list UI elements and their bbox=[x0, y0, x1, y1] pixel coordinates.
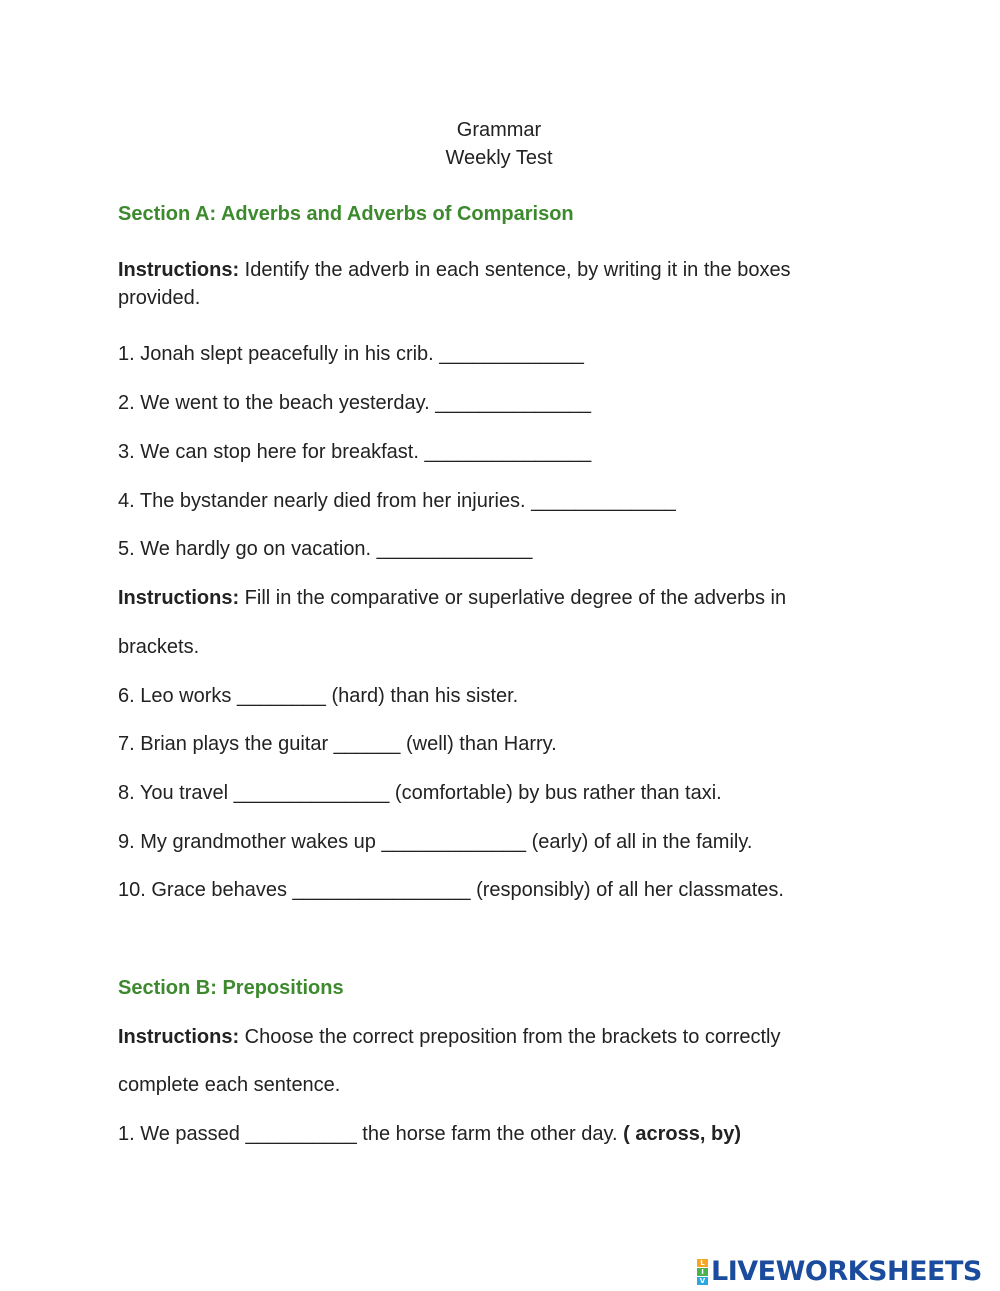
logo-mark-letter: L bbox=[697, 1259, 708, 1267]
question-text: 1. We passed __________ the horse farm the other day. bbox=[118, 1123, 624, 1145]
instructions-text: Fill in the comparative or superlative degree of the adverbs in bbox=[239, 587, 787, 609]
logo-mark-letter: V bbox=[697, 1277, 708, 1285]
question-item: 1. Jonah slept peacefully in his crib. _____________ bbox=[118, 343, 584, 365]
logo-text: LIVEWORKSHEETS bbox=[711, 1256, 982, 1287]
section-b-instructions bbox=[118, 1025, 780, 1049]
instructions-label: Instructions: bbox=[118, 587, 240, 609]
instructions-continuation: brackets. bbox=[118, 636, 200, 658]
question-item: 9. My grandmother wakes up _____________ (early) of all in the family. bbox=[118, 831, 753, 853]
logo-mark-icon bbox=[697, 1259, 708, 1285]
section-a-instructions-1 bbox=[118, 256, 848, 312]
instructions-label: Instructions: bbox=[118, 1026, 240, 1048]
instructions-label: Instructions: bbox=[118, 259, 240, 281]
question-item: 10. Grace behaves ________________ (responsibly) of all her classmates. bbox=[118, 879, 784, 901]
section-a-heading: Section A: Adverbs and Adverbs of Comparison bbox=[118, 203, 574, 225]
instructions-continuation: complete each sentence. bbox=[118, 1074, 341, 1096]
question-options: ( across, by) bbox=[623, 1123, 741, 1145]
section-b-heading: Section B: Prepositions bbox=[118, 977, 344, 999]
question-item: 3. We can stop here for breakfast. _______________ bbox=[118, 441, 592, 463]
question-item bbox=[118, 1122, 741, 1146]
question-item: 6. Leo works ________ (hard) than his sister. bbox=[118, 685, 519, 707]
section-a-instructions-2 bbox=[118, 586, 786, 610]
instructions-text: Choose the correct preposition from the brackets to correctly bbox=[239, 1026, 781, 1048]
instructions-text: Identify the adverb in each sentence, by writing it in the boxes provided. bbox=[118, 259, 791, 309]
question-item: 5. We hardly go on vacation. ______________ bbox=[118, 538, 533, 560]
logo-mark-letter: I bbox=[697, 1268, 708, 1276]
question-item: 2. We went to the beach yesterday. ______________ bbox=[118, 392, 591, 414]
question-item: 8. You travel ______________ (comfortable) by bus rather than taxi. bbox=[118, 782, 722, 804]
page-title: Grammar bbox=[456, 119, 542, 141]
question-item: 7. Brian plays the guitar ______ (well) than Harry. bbox=[118, 733, 557, 755]
liveworksheets-logo bbox=[697, 1257, 982, 1287]
question-item: 4. The bystander nearly died from her injuries. _____________ bbox=[118, 490, 676, 512]
page-subtitle: Weekly Test bbox=[445, 147, 553, 169]
